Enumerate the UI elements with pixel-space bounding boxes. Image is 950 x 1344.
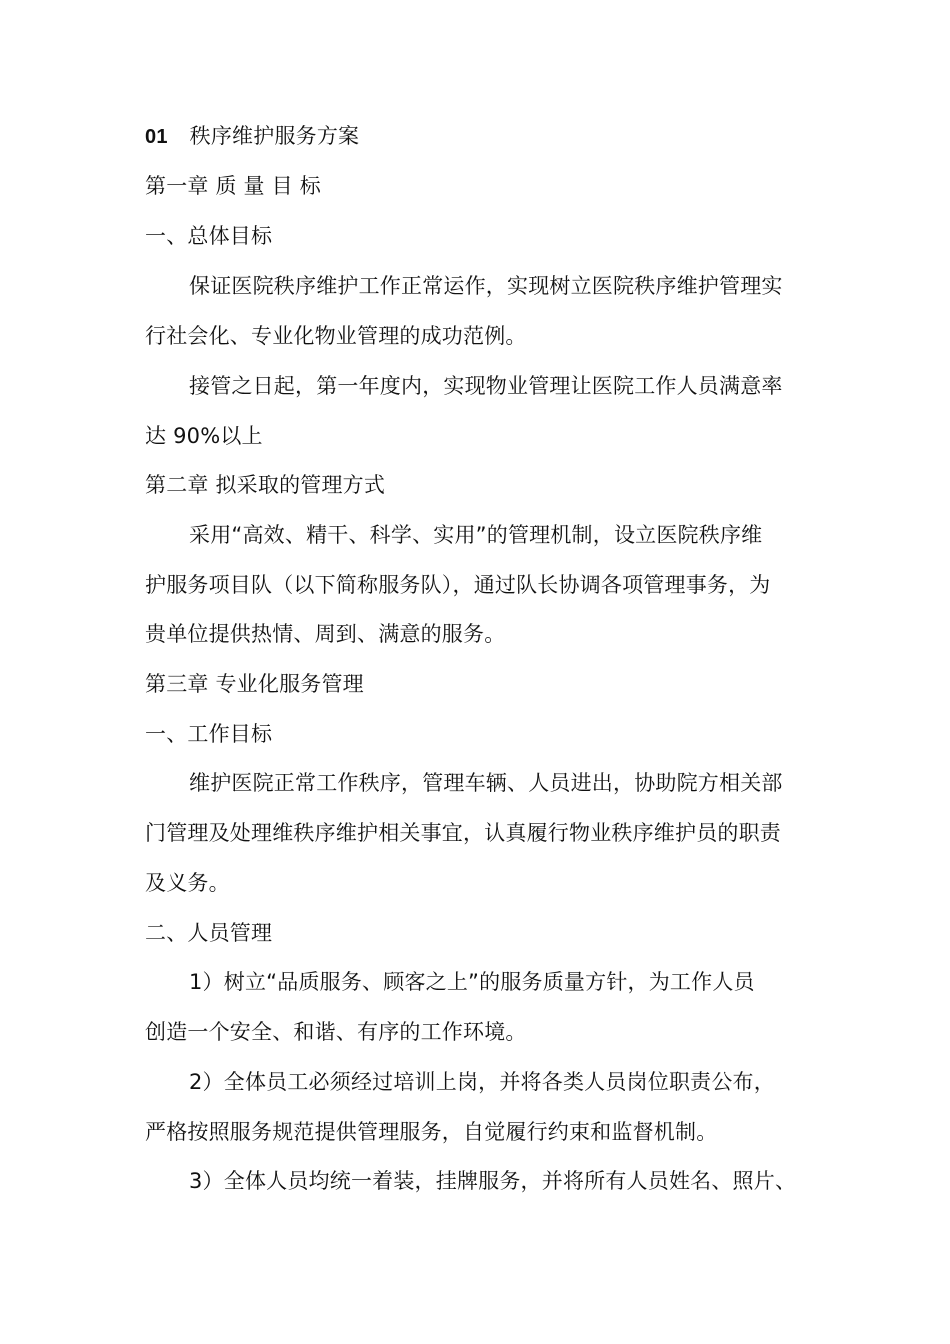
- paragraph-1-line-2: 行社会化、专业化物业管理的成功范例。: [145, 324, 527, 348]
- paragraph-3-line-2: 护服务项目队（以下简称服务队），通过队长协调各项管理事务，为: [145, 573, 771, 597]
- paragraph-4-line-2: 门管理及处理维秩序维护相关事宜，认真履行物业秩序维护员的职责: [145, 821, 781, 845]
- paragraph-6-line-2: 严格按照服务规范提供管理服务，自觉履行约束和监督机制。: [145, 1120, 718, 1144]
- section-overall-goal: 一、总体目标: [145, 224, 273, 248]
- paragraph-3-line-1: 采用“高效、精干、科学、实用”的管理机制，设立医院秩序维: [189, 523, 763, 547]
- paragraph-5-line-2: 创造一个安全、和谐、有序的工作环境。: [145, 1020, 527, 1044]
- heading-text: 秩序维护服务方案: [189, 124, 360, 148]
- paragraph-2-line-2: 达 90%以上: [145, 424, 263, 448]
- paragraph-4-line-3: 及义务。: [145, 871, 230, 895]
- paragraph-7-line-1: 3）全体人员均统一着装，挂牌服务，并将所有人员姓名、照片、: [189, 1169, 797, 1193]
- paragraph-1-line-1: 保证医院秩序维护工作正常运作，实现树立医院秩序维护管理实: [189, 274, 783, 298]
- paragraph-2-line-1: 接管之日起，第一年度内，实现物业管理让医院工作人员满意率: [189, 374, 783, 398]
- heading-number: 01: [145, 126, 168, 148]
- document-heading: [145, 121, 815, 152]
- paragraph-6-line-1: 2）全体员工必须经过培训上岗，并将各类人员岗位职责公布，: [189, 1070, 775, 1094]
- chapter-3-title: 第三章 专业化服务管理: [145, 672, 364, 696]
- paragraph-4-line-1: 维护医院正常工作秩序，管理车辆、人员进出，协助院方相关部: [189, 771, 783, 795]
- section-staff-management: 二、人员管理: [145, 921, 273, 945]
- paragraph-3-line-3: 贵单位提供热情、周到、满意的服务。: [145, 622, 506, 646]
- chapter-1-title: 第一章 质 量 目 标: [145, 174, 321, 198]
- section-work-goal: 一、工作目标: [145, 722, 273, 746]
- chapter-2-title: 第二章 拟采取的管理方式: [145, 473, 386, 497]
- paragraph-5-line-1: 1）树立“品质服务、顾客之上”的服务质量方针，为工作人员: [189, 970, 755, 994]
